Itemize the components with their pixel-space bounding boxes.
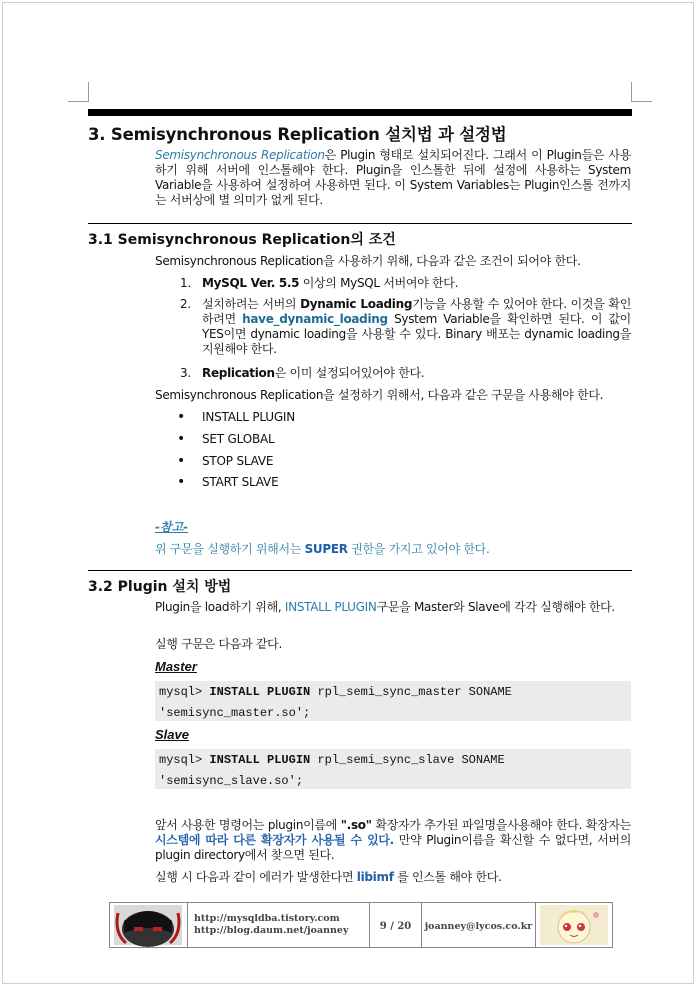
footer-page — [370, 903, 422, 947]
section-3-title: 3. Semisynchronous Replication 설치법 과 설정법 — [88, 125, 507, 144]
libimf-para — [155, 870, 631, 885]
condition-num: 1. — [180, 276, 191, 290]
p4-post: 를 인스톨 해야 한다. — [393, 870, 502, 884]
code-line — [159, 750, 627, 771]
condition-mid: 기능을 사용할 수 있어야 한다. 이것을 확인하려면 — [202, 297, 631, 326]
bullet-icon: • — [177, 453, 186, 469]
p3-e: 만약 Plugin이름을 확신할 수 없다면, 서버의 plugin directory에서 찾으면 된다. — [155, 833, 631, 862]
code-prompt: mysql> — [159, 685, 210, 699]
condition-text — [202, 366, 631, 381]
crop-mark-top-right-h — [632, 101, 652, 102]
condition-num: 3. — [180, 366, 191, 380]
bullet-icon: • — [177, 409, 186, 425]
condition-bold: Dynamic Loading — [300, 297, 413, 311]
code-line — [159, 682, 627, 703]
condition-text — [202, 276, 631, 291]
p3-c: 확장자가 추가된 파일명을사용해야 한다. 확장자는 — [371, 818, 631, 832]
intro-lead: Semisynchronous Replication — [155, 148, 325, 162]
note-post: 권한을 가지고 있어야 한다. — [347, 542, 490, 556]
bullet-icon: • — [177, 431, 186, 447]
config-intro: Semisynchronous Replication을 설정하기 위해서, 다음과 같은 구문을 사용해야 한다. — [155, 388, 604, 402]
code-prompt: mysql> — [159, 753, 210, 767]
intro-rest: 은 Plugin 형태로 설치되어진다. 그래서 이 Plugin들은 사용하기 위해 서버에 인스톨해야 한다. Plugin을 인스톨한 뒤에 설정에 사용하는 System Variable을 사용하여 설정하여 사용하면 된다. 이 System Variables는 Plugin인스톨 전까지는 서버상에 별 의미가 없게 된다. — [155, 148, 631, 207]
master-code-block — [155, 681, 631, 721]
extension-para — [155, 818, 631, 863]
crop-mark-top-left-v — [88, 82, 89, 102]
section-3-2-title: 3.2 Plugin 설치 방법 — [88, 579, 232, 595]
page-number: 9 / 20 — [379, 921, 412, 932]
master-label: Master — [155, 659, 197, 674]
footer-email-cell — [422, 903, 536, 947]
footer-email[interactable]: joanney@lycos.co.kr — [424, 921, 533, 932]
footer-url-2[interactable]: http://blog.daum.net/joanney — [194, 925, 349, 936]
code-line: 'semisync_slave.so'; — [159, 774, 304, 788]
section-3-2-rule — [88, 570, 632, 571]
slave-label: Slave — [155, 727, 189, 742]
p3-d: 시스템에 따라 다른 확장자가 사용될 수 있다. — [155, 833, 394, 847]
slave-code-block — [155, 749, 631, 789]
condition-bold: MySQL Ver. 5.5 — [202, 276, 300, 290]
section-3-1-intro: Semisynchronous Replication을 사용하기 위해, 다음과 같은 조건이 되어야 한다. — [155, 254, 581, 268]
note-bold: SUPER — [304, 542, 348, 556]
condition-num: 2. — [180, 297, 191, 311]
cute-character-icon — [536, 903, 612, 947]
code-keyword: INSTALL PLUGIN — [209, 685, 311, 699]
bullet-text: SET GLOBAL — [202, 432, 275, 446]
footer-urls — [188, 903, 370, 947]
condition-variable: have_dynamic_loading — [242, 312, 388, 326]
bullet-text: START SLAVE — [202, 475, 279, 489]
section-3-1-title: 3.1 Semisynchronous Replication의 조건 — [88, 232, 396, 248]
crop-mark-top-left-h — [68, 101, 88, 102]
condition-rest: 은 이미 설정되어있어야 한다. — [274, 366, 425, 380]
footer-left-avatar — [110, 903, 188, 947]
code-line: 'semisync_master.so'; — [159, 706, 311, 720]
p4-pre: 실행 시 다음과 같이 에러가 발생한다면 — [155, 870, 357, 884]
condition-rest: 이상의 MySQL 서버여야 한다. — [299, 276, 459, 290]
condition-pre: 설치하려는 서버의 — [202, 297, 301, 311]
section-3-1-rule — [88, 223, 632, 224]
note-text — [155, 540, 490, 557]
condition-bold: Replication — [202, 366, 275, 380]
syntax-intro: 실행 구문은 다음과 같다. — [155, 637, 282, 651]
p3-b: ".so" — [340, 818, 372, 832]
bullet-text: STOP SLAVE — [202, 454, 274, 468]
footer-right-avatar — [536, 903, 612, 947]
p1-accent: INSTALL PLUGIN — [284, 600, 377, 614]
note-title: -참고- — [155, 520, 189, 534]
bullet-text: INSTALL PLUGIN — [202, 410, 296, 424]
condition-text — [202, 297, 631, 357]
p3-a: 앞서 사용한 명령어는 plugin이름에 — [155, 818, 341, 832]
p1-pre: Plugin을 load하기 위해, — [155, 600, 285, 614]
p4-bold: libimf — [356, 870, 394, 884]
top-rule — [88, 109, 632, 116]
condition-rest: System Variable을 확인하면 된다. 이 값이 YES이면 dynamic loading을 사용할 수 있다. Binary 배포는 dynamic loading을 지원해야 한다. — [202, 312, 631, 356]
code-rest: rpl_semi_sync_master SONAME — [310, 685, 512, 699]
plugin-load-para — [155, 600, 631, 615]
page-footer — [109, 902, 613, 948]
note-pre: 위 구문을 실행하기 위해서는 — [155, 542, 305, 556]
code-keyword: INSTALL PLUGIN — [209, 753, 311, 767]
crop-mark-top-right-v — [631, 82, 632, 102]
p1-post: 구문을 Master와 Slave에 각각 실행해야 한다. — [376, 600, 615, 614]
dark-character-icon — [110, 903, 186, 947]
bullet-icon: • — [177, 474, 186, 490]
code-rest: rpl_semi_sync_slave SONAME — [310, 753, 505, 767]
footer-url-1[interactable]: http://mysqldba.tistory.com — [194, 913, 340, 924]
section-3-intro — [155, 148, 631, 208]
